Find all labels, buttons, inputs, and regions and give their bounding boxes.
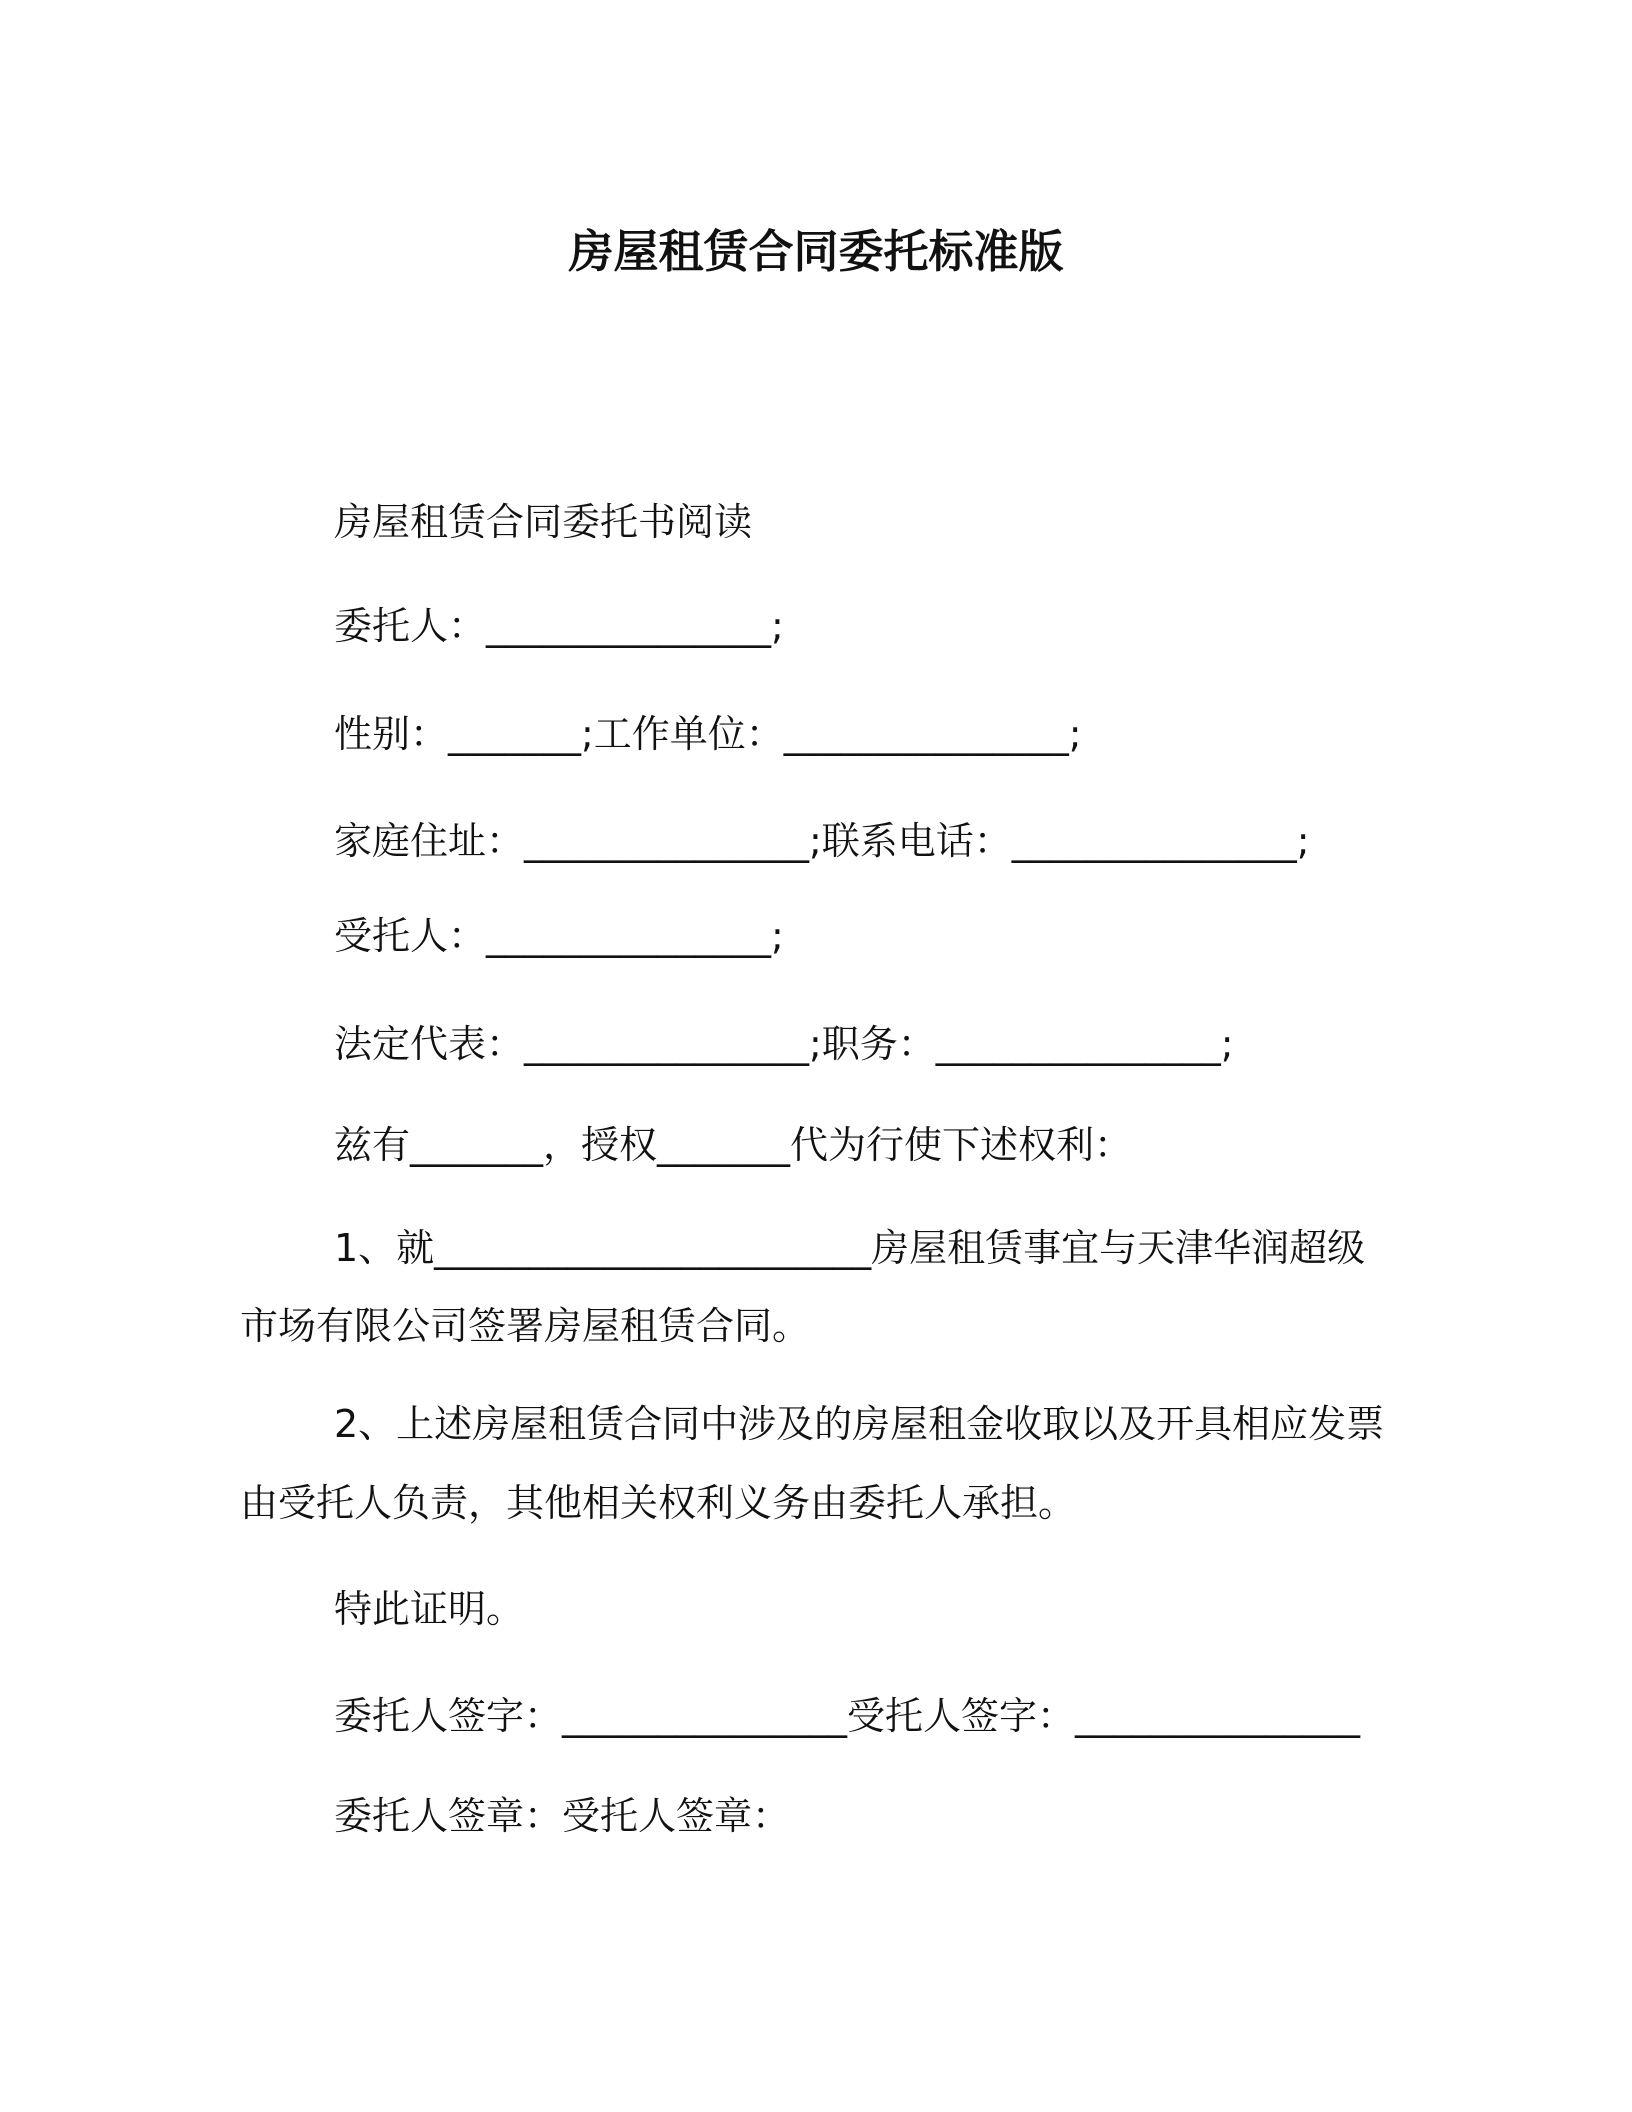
item2-line2: 由受托人负责，其他相关权利义务由委托人承担。	[240, 1481, 1077, 1525]
hereby-line: 兹有_______，授权_______代为行使下述权利：	[334, 1123, 1133, 1167]
certify-line: 特此证明。	[334, 1587, 525, 1631]
item1-line2: 市场有限公司签署房屋租赁合同。	[240, 1304, 811, 1348]
item1-line1: 1、就_______________________房屋租赁事宜与天津华润超级	[334, 1226, 1366, 1270]
address-phone-line: 家庭住址：_______________;联系电话：_______________;	[334, 819, 1310, 863]
document-title: 房屋租赁合同委托标准版	[568, 225, 1064, 278]
seal-line: 委托人签章：受托人签章：	[334, 1794, 791, 1838]
gender-work-line: 性别：_______;工作单位：_______________;	[334, 712, 1082, 756]
signature-line: 委托人签字：_______________受托人签字：_______________	[334, 1694, 1361, 1738]
legal-rep-line: 法定代表：_______________;职务：_______________;	[334, 1022, 1234, 1066]
agent-line: 受托人：_______________;	[334, 914, 784, 958]
document-subtitle: 房屋租赁合同委托书阅读	[334, 500, 753, 544]
principal-line: 委托人：_______________;	[334, 604, 784, 648]
item2-line1: 2、上述房屋租赁合同中涉及的房屋租金收取以及开具相应发票	[334, 1402, 1385, 1446]
